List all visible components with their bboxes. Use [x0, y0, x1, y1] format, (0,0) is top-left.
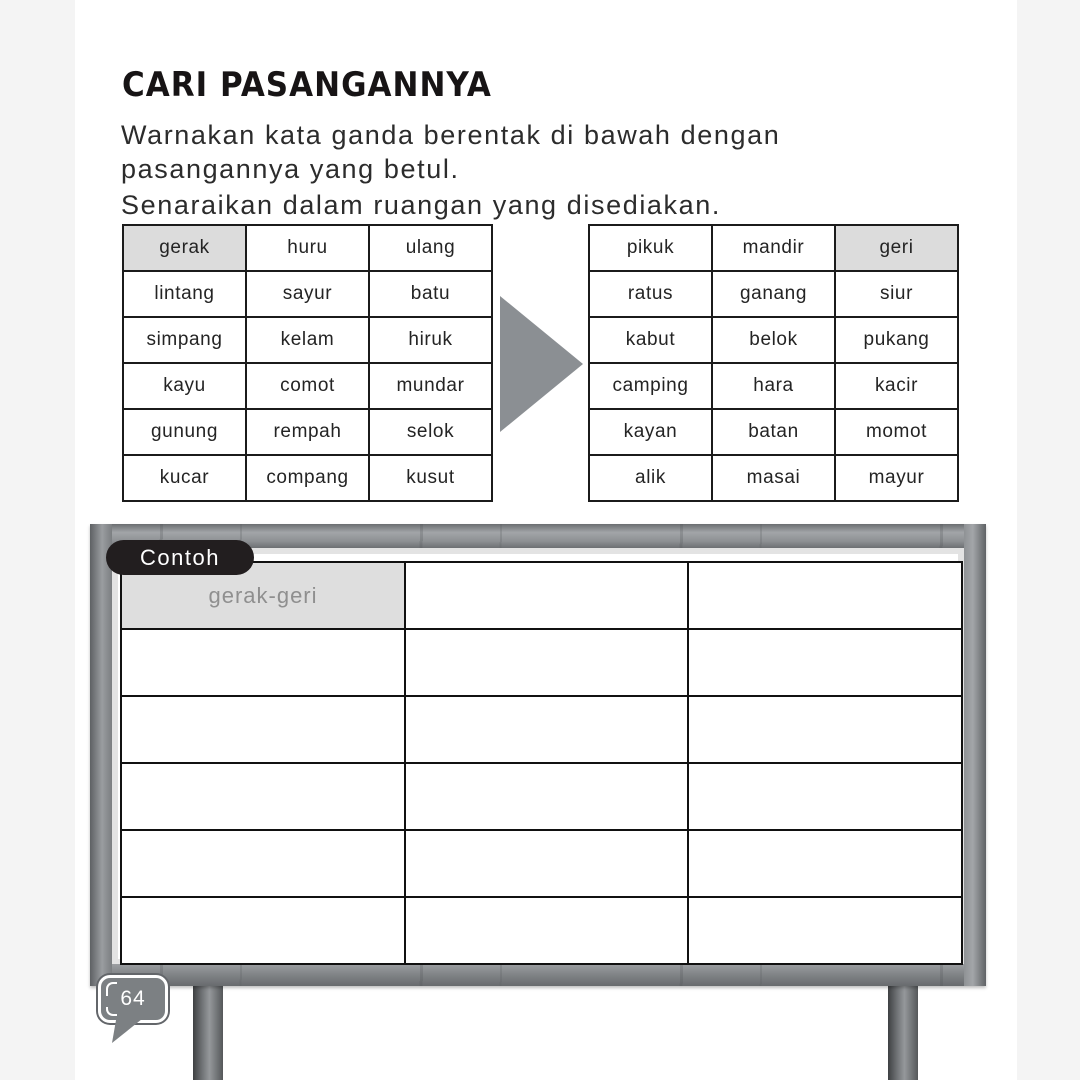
board-frame-left — [90, 524, 112, 986]
page-number-bubble — [98, 975, 168, 1023]
word-cell: comot — [246, 363, 369, 409]
instruction-text-2 — [121, 188, 721, 222]
board-leg-left — [193, 984, 223, 1080]
word-cell: kelam — [246, 317, 369, 363]
word-row — [589, 363, 958, 409]
word-row — [123, 455, 492, 501]
instruction-line-1: Warnakan kata ganda berentak di bawah dengan — [121, 120, 781, 150]
example-label: Contoh — [140, 544, 220, 570]
word-cell: alik — [589, 455, 712, 501]
answer-cell — [121, 629, 405, 696]
word-cell: selok — [369, 409, 492, 455]
word-row — [123, 363, 492, 409]
answer-row — [121, 696, 962, 763]
word-cell: geri — [835, 225, 958, 271]
example-answer-cell: gerak-geri — [121, 562, 405, 629]
answer-cell — [121, 830, 405, 897]
answer-cell — [688, 897, 962, 964]
answer-cell — [121, 763, 405, 830]
word-cell: hiruk — [369, 317, 492, 363]
answer-cell — [688, 763, 962, 830]
word-cell: pukang — [835, 317, 958, 363]
word-cell: batu — [369, 271, 492, 317]
word-cell: ganang — [712, 271, 835, 317]
word-row — [589, 455, 958, 501]
word-cell: siur — [835, 271, 958, 317]
answer-cell — [121, 897, 405, 964]
right-arrow-icon — [500, 296, 583, 432]
word-cell: gunung — [123, 409, 246, 455]
board-frame-right — [964, 524, 986, 986]
answer-cell — [688, 629, 962, 696]
word-cell: rempah — [246, 409, 369, 455]
page-number: 64 — [120, 987, 146, 1010]
word-cell: compang — [246, 455, 369, 501]
word-row — [589, 409, 958, 455]
word-cell: camping — [589, 363, 712, 409]
answer-cell — [405, 629, 688, 696]
word-row — [589, 225, 958, 271]
answer-signboard — [90, 524, 986, 986]
answer-row — [121, 629, 962, 696]
example-label-pill — [106, 540, 254, 575]
word-row — [123, 271, 492, 317]
board-frame-bottom — [90, 964, 986, 986]
word-cell: mandir — [712, 225, 835, 271]
word-cell: hara — [712, 363, 835, 409]
word-cell: ulang — [369, 225, 492, 271]
answer-cell — [405, 830, 688, 897]
word-cell: mundar — [369, 363, 492, 409]
word-cell: ratus — [589, 271, 712, 317]
instruction-text-1 — [121, 118, 780, 186]
word-bank-table-right — [588, 224, 959, 502]
word-cell: belok — [712, 317, 835, 363]
word-cell: batan — [712, 409, 835, 455]
word-cell: kucar — [123, 455, 246, 501]
word-row — [123, 225, 492, 271]
word-cell: sayur — [246, 271, 369, 317]
answer-cell — [688, 830, 962, 897]
instruction-line-2: pasangannya yang betul. — [121, 154, 460, 184]
word-cell: gerak — [123, 225, 246, 271]
word-cell: kayan — [589, 409, 712, 455]
word-bank-table-left — [122, 224, 493, 502]
word-cell: mayur — [835, 455, 958, 501]
word-cell: kusut — [369, 455, 492, 501]
board-leg-right — [888, 984, 918, 1080]
answer-cell — [405, 696, 688, 763]
answer-row — [121, 830, 962, 897]
answer-cell — [688, 562, 962, 629]
word-cell: kayu — [123, 363, 246, 409]
word-cell: momot — [835, 409, 958, 455]
answer-cell — [405, 897, 688, 964]
answer-cell — [688, 696, 962, 763]
page-title: CARI PASANGANNYA — [122, 66, 492, 105]
word-row — [589, 271, 958, 317]
answer-cell — [405, 763, 688, 830]
word-cell: masai — [712, 455, 835, 501]
answer-cell — [121, 696, 405, 763]
word-cell: lintang — [123, 271, 246, 317]
answer-row — [121, 562, 962, 629]
instruction-line-3: Senaraikan dalam ruangan yang disediakan. — [121, 190, 721, 220]
word-cell: kacir — [835, 363, 958, 409]
word-row — [123, 317, 492, 363]
answer-row — [121, 763, 962, 830]
word-cell: kabut — [589, 317, 712, 363]
word-cell: pikuk — [589, 225, 712, 271]
word-row — [123, 409, 492, 455]
word-cell: simpang — [123, 317, 246, 363]
word-cell: huru — [246, 225, 369, 271]
answer-cell — [405, 562, 688, 629]
word-row — [589, 317, 958, 363]
answer-table — [120, 561, 963, 965]
answer-row — [121, 897, 962, 964]
